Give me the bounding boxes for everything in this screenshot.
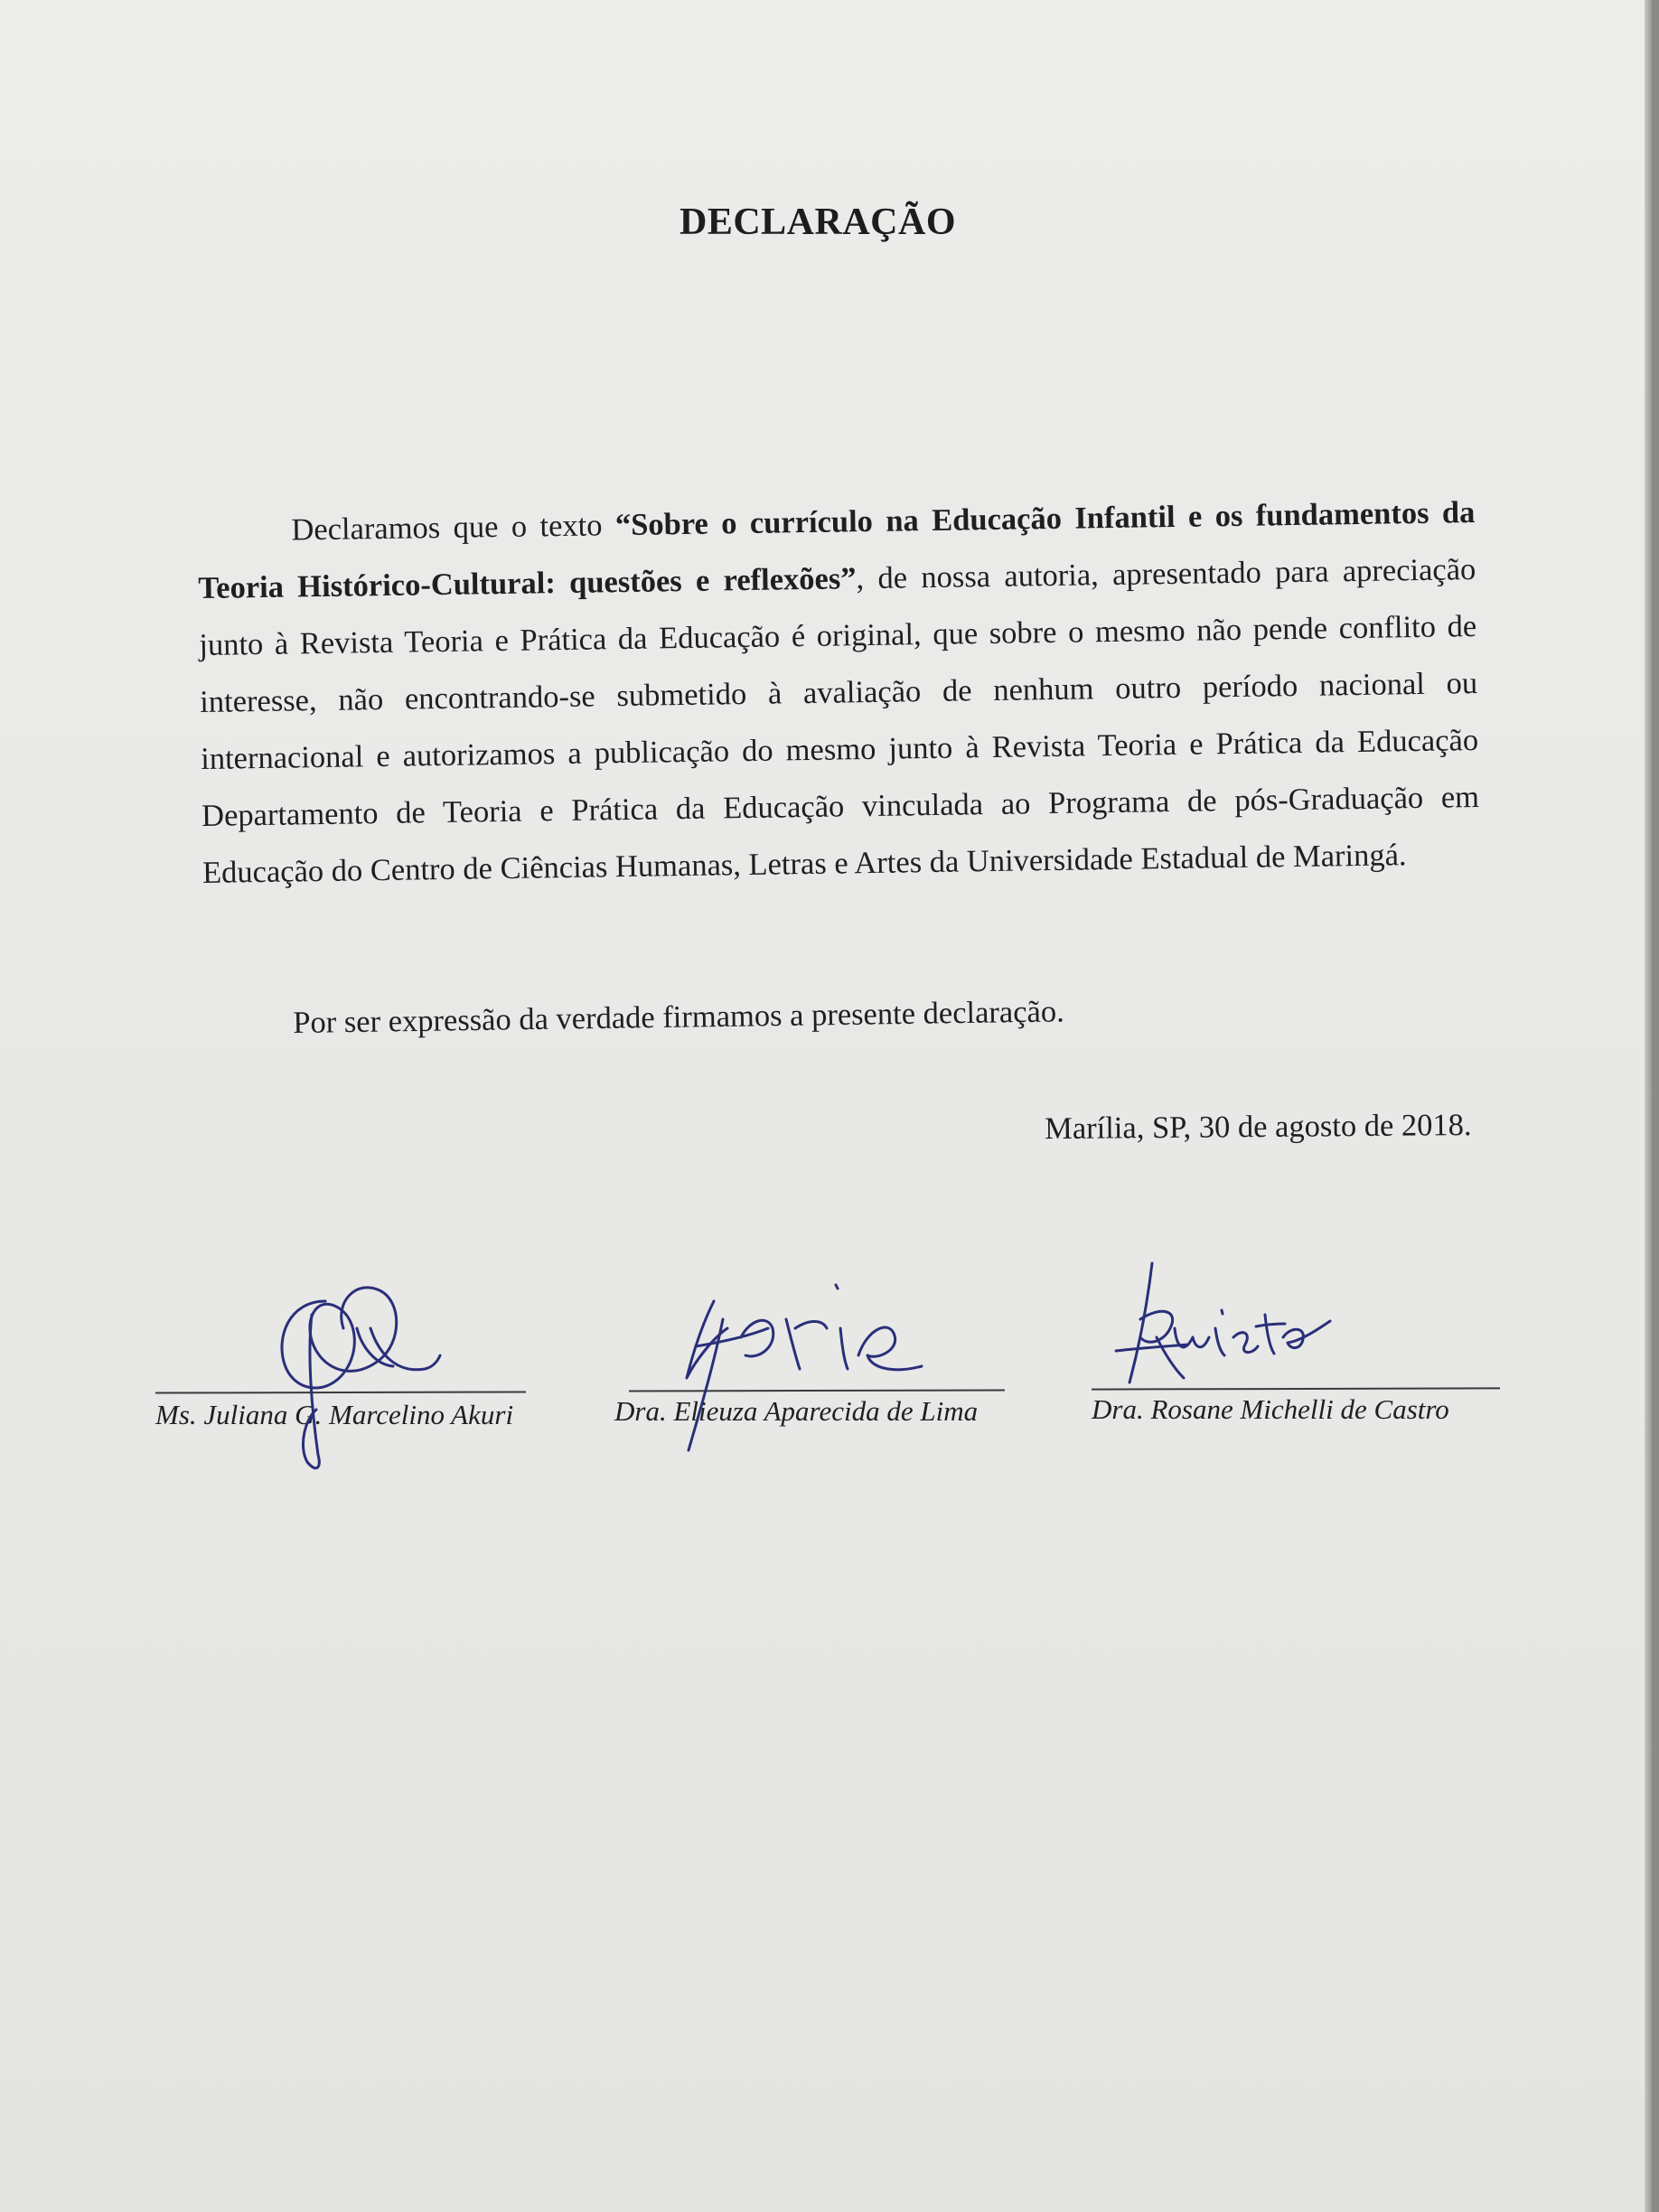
signatory-name-1: Ms. Juliana G. Marcelino Akuri — [155, 1399, 514, 1430]
signature-line-3 — [1092, 1387, 1500, 1390]
article-title: “Sobre o currículo na Educação Infantil e os fundamentos da Teoria Histórico-Cultural: questões e reflexões” — [198, 495, 1476, 605]
paragraph-indent — [198, 539, 292, 541]
paragraph-rest: , de nossa autoria, apresentado para apreciação junto à Revista Teoria e Prática da Educação é original, que sobre o mesmo não pende conflito de interesse, não encontrando-se submetido à avaliação de nenhum outro período nacional ou internacional e autorizamos a publicação do mesmo junto à Revista Teoria e Prática da Educação Departamento de Teoria e Prática da Educação vinculada ao Programa de pós-Graduação em Educação do Centro de Ciências Humanas, Letras e Artes da Universidade Estadual de Maringá. — [199, 552, 1480, 890]
closing-sentence: Por ser expressão da verdade firmamos a presente declaração. — [293, 994, 1064, 1040]
signatory-name-2: Dra. Elieuza Aparecida de Lima — [614, 1395, 979, 1427]
signature-1 — [282, 1288, 440, 1468]
signature-line-1 — [155, 1391, 526, 1393]
signature-3 — [1116, 1263, 1330, 1382]
place-and-date: Marília, SP, 30 de agosto de 2018. — [1044, 1108, 1472, 1147]
signatory-name-3: Dra. Rosane Michelli de Castro — [1092, 1393, 1449, 1425]
signature-line-2 — [629, 1389, 1005, 1392]
paragraph-lead: Declaramos que o texto — [291, 508, 616, 548]
page-edge — [1645, 0, 1652, 2212]
declaration-paragraph — [197, 484, 1480, 902]
document-title: DECLARAÇÃO — [679, 202, 956, 243]
